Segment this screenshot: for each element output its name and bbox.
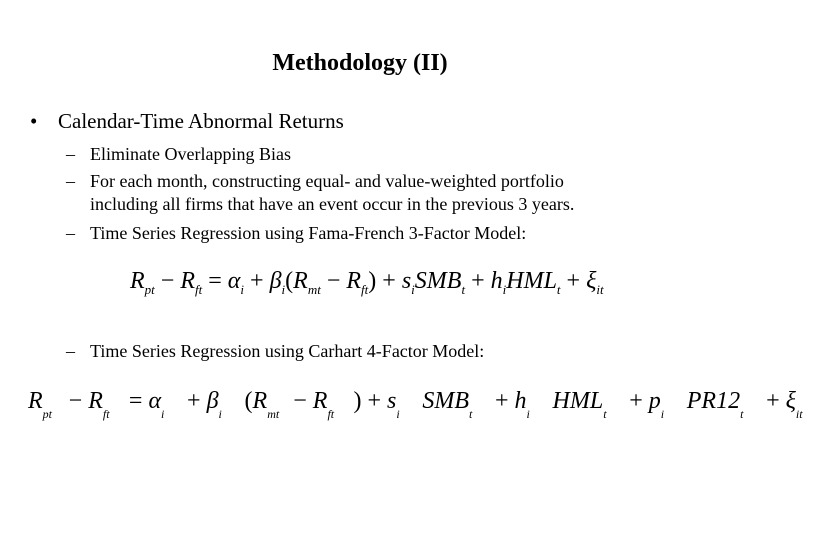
carhart4-equation: Rpt − Rft = αi + βi (Rmt − Rft ) + si SMBt + hi HMLt + pi PR12t + ξit (28, 388, 803, 421)
main-bullet (30, 109, 344, 134)
dash: – (66, 144, 75, 164)
subpoint-continuation: including all firms that have an event occur in the previous 3 years. (90, 194, 575, 214)
dash: – (66, 171, 75, 191)
subpoint-text: Time Series Regression using Carhart 4-Factor Model: (90, 341, 485, 361)
ff3-equation: $R_{pt} - R_{ft} = \alpha_i + \beta_i(R_{mt} - R_{ft}) + s_iSMB_t + h_iHML_t + \xi_{it}$ (130, 268, 604, 297)
subpoint-ff3 (66, 222, 526, 245)
slide-title: Methodology (II) (272, 50, 448, 76)
subpoint-text: For each month, constructing equal- and value-weighted portfolio (90, 171, 564, 191)
subpoint-eliminate (66, 143, 291, 166)
subpoint-text: Time Series Regression using Fama-French 3-Factor Model: (90, 223, 527, 243)
subpoint-carhart (66, 340, 484, 363)
subpoint-text: Eliminate Overlapping Bias (90, 144, 291, 164)
main-bullet-text: Calendar-Time Abnormal Returns (58, 109, 344, 133)
dash: – (66, 223, 75, 243)
bullet-dot: • (30, 109, 38, 133)
dash: – (66, 341, 75, 361)
subpoint-construct (66, 170, 574, 216)
